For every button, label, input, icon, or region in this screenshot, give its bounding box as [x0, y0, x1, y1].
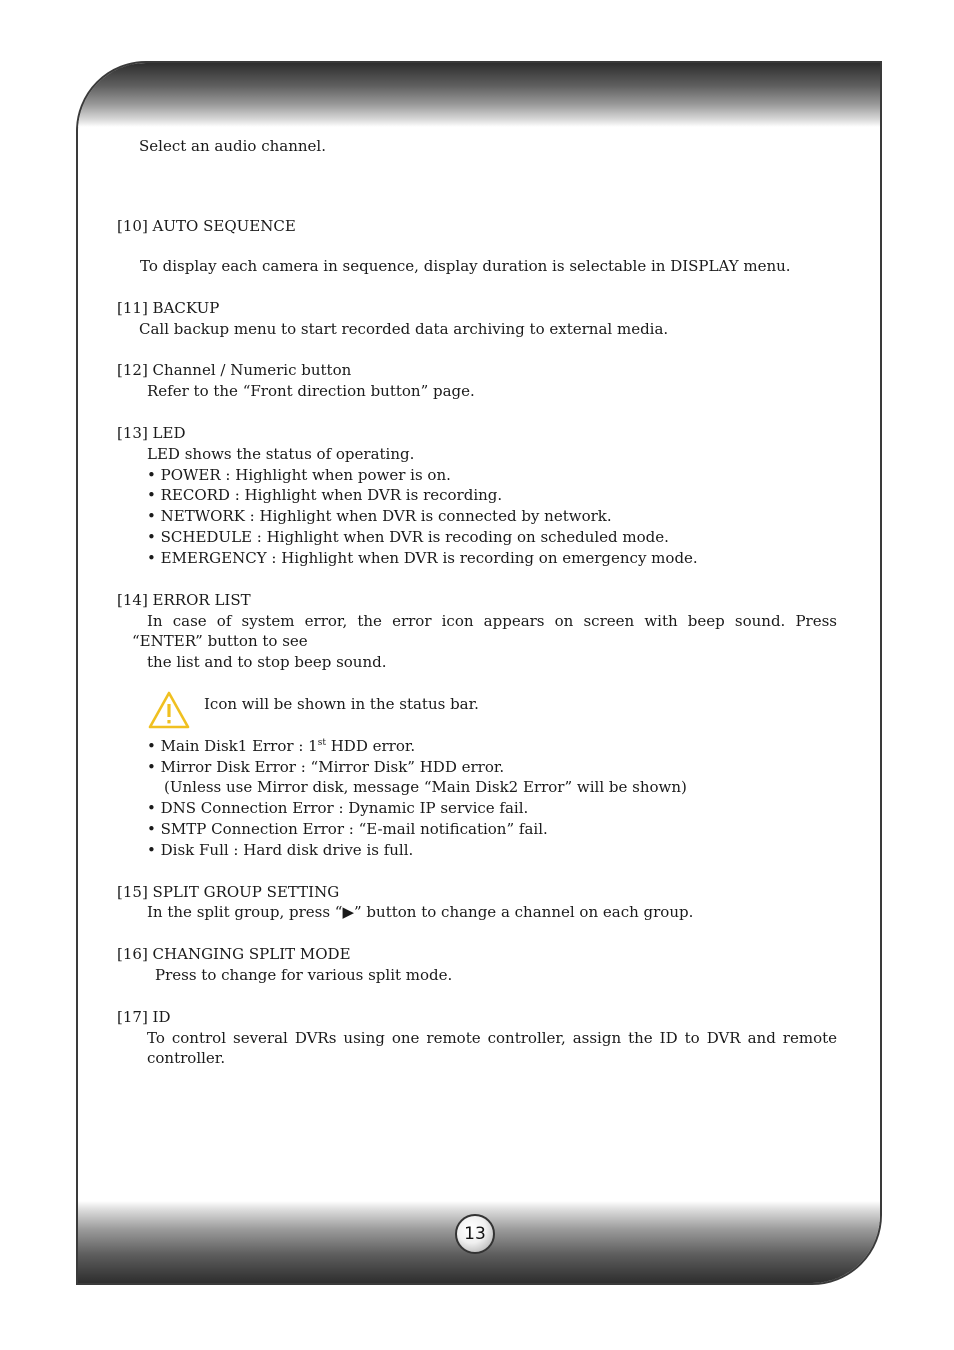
led-list-item: • EMERGENCY : Highlight when DVR is recording on emergency mode.	[147, 549, 698, 567]
page-frame	[76, 61, 882, 1285]
ordinal-suffix: st	[317, 738, 326, 748]
section-13-body: LED shows the status of operating.	[147, 445, 415, 463]
section-14-line-1: In case of system error, the error icon appears on screen with beep sound. Press	[147, 612, 837, 630]
section-17-line-2: controller.	[147, 1049, 226, 1067]
error-item-text: • Main Disk1 Error : 1	[147, 737, 318, 755]
warning-icon	[148, 690, 190, 730]
led-list-item: • POWER : Highlight when power is on.	[147, 466, 451, 484]
header-band	[78, 63, 880, 127]
section-11-heading: [11] BACKUP	[117, 299, 220, 317]
section-10-body: To display each camera in sequence, display duration is selectable in DISPLAY menu.	[140, 257, 791, 275]
error-list-item: • SMTP Connection Error : “E-mail notification” fail.	[147, 820, 548, 838]
section-14-heading: [14] ERROR LIST	[117, 591, 251, 609]
section-15-heading: [15] SPLIT GROUP SETTING	[117, 883, 340, 901]
section-15-body: In the split group, press “▶” button to change a channel on each group.	[147, 903, 694, 921]
error-list-item: • DNS Connection Error : Dynamic IP service fail.	[147, 799, 529, 817]
section-13-heading: [13] LED	[117, 424, 186, 442]
error-item-text: HDD error.	[325, 737, 416, 755]
section-16-heading: [16] CHANGING SPLIT MODE	[117, 945, 351, 963]
led-list-item: • SCHEDULE : Highlight when DVR is recoding on scheduled mode.	[147, 528, 669, 546]
icon-note: Icon will be shown in the status bar.	[204, 695, 479, 713]
intro-text: Select an audio channel.	[139, 137, 326, 155]
section-11-body: Call backup menu to start recorded data archiving to external media.	[139, 320, 669, 338]
error-list-note: (Unless use Mirror disk, message “Main Disk2 Error” will be shown)	[164, 778, 687, 796]
section-10-heading: [10] AUTO SEQUENCE	[117, 217, 296, 235]
section-17-heading: [17] ID	[117, 1008, 171, 1026]
page-number-badge: 13	[455, 1214, 495, 1254]
error-list-item	[147, 736, 415, 757]
section-14-line-2: “ENTER” button to see	[132, 632, 308, 650]
section-12-heading: [12] Channel / Numeric button	[117, 361, 352, 379]
led-list-item: • RECORD : Highlight when DVR is recording.	[147, 486, 503, 504]
led-list-item: • NETWORK : Highlight when DVR is connected by network.	[147, 507, 612, 525]
section-17-line-1: To control several DVRs using one remote controller, assign the ID to DVR and remote	[147, 1029, 837, 1047]
error-list-item: • Mirror Disk Error : “Mirror Disk” HDD error.	[147, 758, 505, 776]
error-list-item: • Disk Full : Hard disk drive is full.	[147, 841, 414, 859]
section-14-line-3: the list and to stop beep sound.	[147, 653, 387, 671]
section-12-body: Refer to the “Front direction button” page.	[147, 382, 475, 400]
section-16-body: Press to change for various split mode.	[155, 966, 453, 984]
